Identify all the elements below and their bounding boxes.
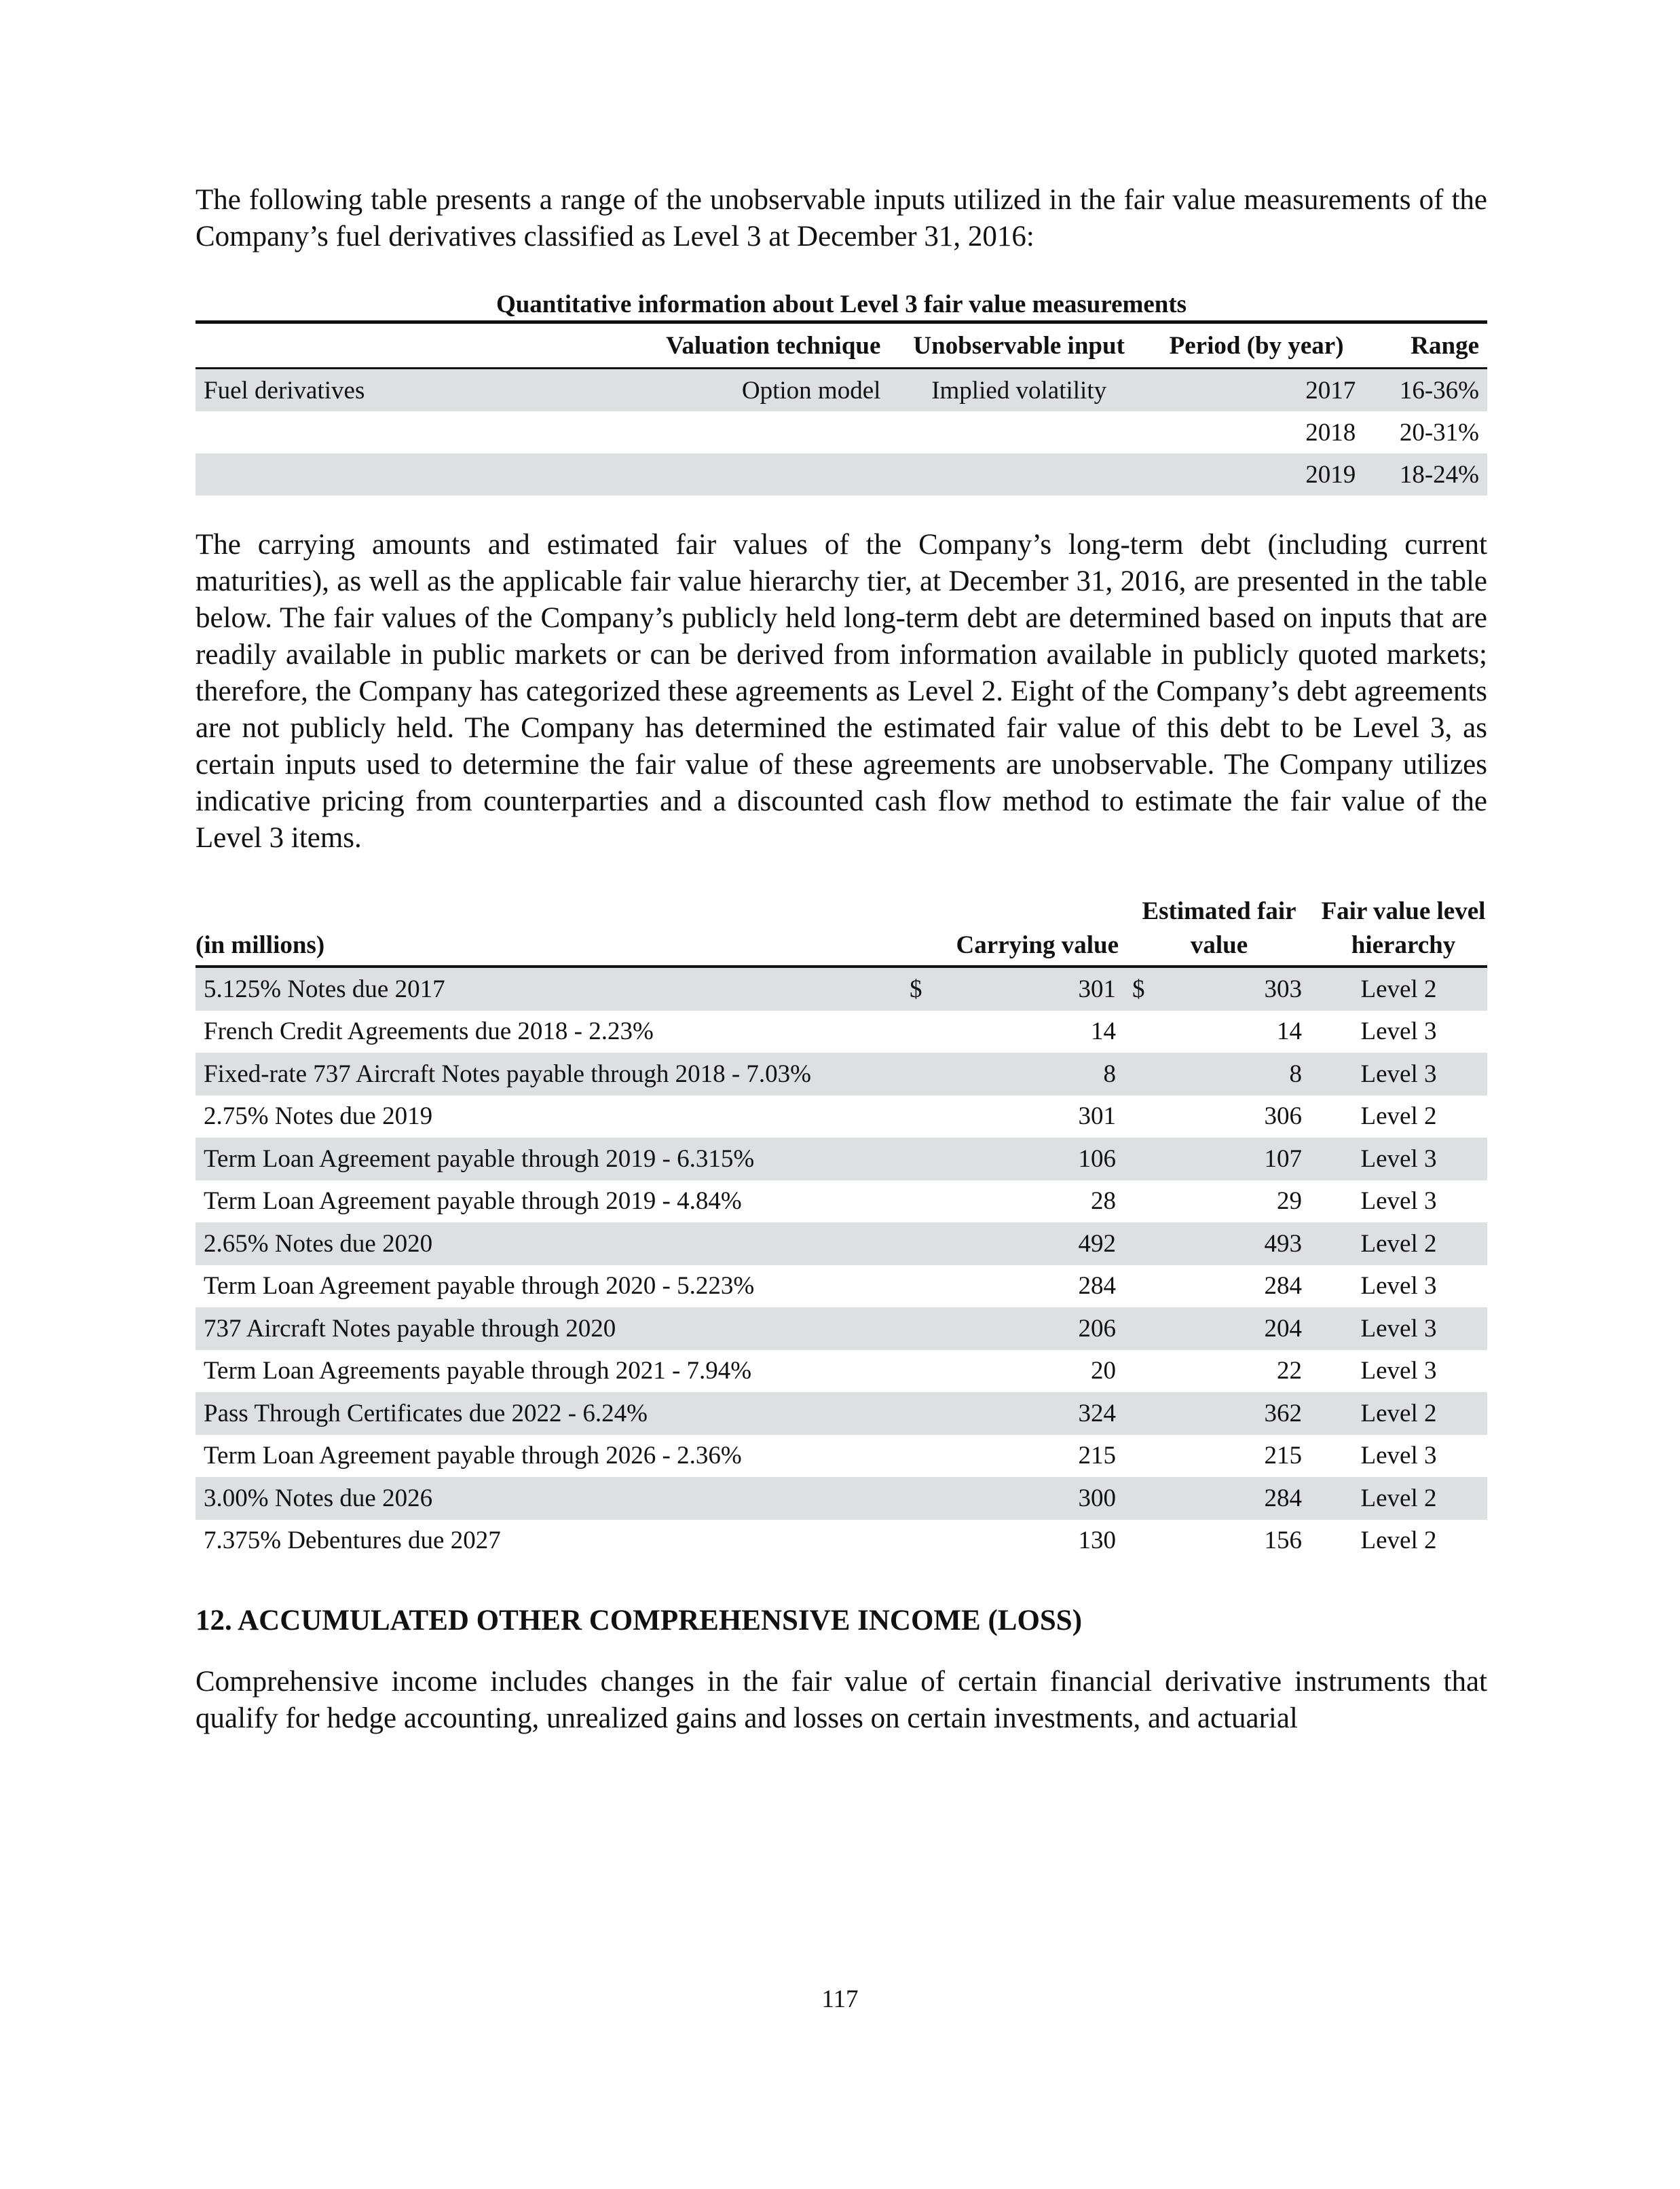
debt-name-cell: 2.65% Notes due 2020 bbox=[204, 1229, 433, 1258]
debt-name-cell: 2.75% Notes due 2019 bbox=[204, 1102, 433, 1131]
table-row bbox=[195, 1520, 1487, 1563]
hierarchy-level-cell: Level 3 bbox=[1360, 1272, 1437, 1301]
carrying-value: 28 bbox=[1091, 1187, 1116, 1216]
fair-value: 215 bbox=[1264, 1442, 1302, 1470]
debt-name-cell: Term Loan Agreement payable through 2020 - 5.223% bbox=[204, 1272, 755, 1301]
table1-cell: 20-31% bbox=[1399, 418, 1479, 447]
table1-cell: Option model bbox=[741, 376, 881, 405]
debt-name-cell: Term Loan Agreement payable through 2019 - 6.315% bbox=[204, 1144, 755, 1173]
table1-header-row bbox=[195, 322, 1487, 369]
carrying-value: 20 bbox=[1091, 1357, 1116, 1385]
table-row bbox=[195, 1307, 1487, 1350]
long-term-debt-table bbox=[195, 895, 1487, 1562]
table1-header: Period (by year) bbox=[1149, 322, 1364, 369]
carrying-value: 492 bbox=[1078, 1229, 1116, 1258]
fair-value-cell bbox=[1124, 1392, 1310, 1435]
table-row bbox=[195, 1222, 1487, 1265]
hierarchy-level-cell: Level 2 bbox=[1360, 1399, 1437, 1427]
table-row bbox=[195, 453, 1487, 495]
header-line: hierarchy bbox=[1351, 931, 1456, 959]
table1-cell: 2017 bbox=[1305, 376, 1356, 405]
table1-cell: 2019 bbox=[1305, 460, 1356, 489]
fair-value: 493 bbox=[1264, 1229, 1302, 1258]
table1-cell: Fuel derivatives bbox=[204, 376, 365, 405]
fair-value: 284 bbox=[1264, 1484, 1302, 1512]
fair-value-level-header bbox=[1310, 895, 1487, 967]
table2-header-row bbox=[195, 895, 1487, 967]
fair-value-cell bbox=[1124, 1520, 1310, 1563]
carrying-value-cell bbox=[901, 1265, 1124, 1308]
carrying-value-cell bbox=[901, 1180, 1124, 1223]
table1-header bbox=[195, 322, 521, 369]
fair-value-cell bbox=[1124, 967, 1310, 1011]
fair-value: 306 bbox=[1264, 1102, 1302, 1131]
fair-value-cell bbox=[1124, 1435, 1310, 1478]
carrying-value: 215 bbox=[1078, 1442, 1116, 1470]
table1-header: Unobservable input bbox=[889, 322, 1149, 369]
fair-value-cell bbox=[1124, 1265, 1310, 1308]
debt-paragraph: The carrying amounts and estimated fair values of the Company’s long-term debt (including current maturities), as well as the applicable fair value hierarchy tier, at December 31, 2016, are presented in the table below. The fair values of the Company’s publicly held long-term debt are determined based on inputs that are readily available in public markets or can be derived from information available in publicly quoted markets; therefore, the Company has categorized these agreements as Level 2. Eight of the Company’s debt agreements are not publicly held. The Company has determined the estimated fair value of this debt to be Level 3, as certain inputs used to determine the fair value of these agreements are unobservable. The Company utilizes indicative pricing from counterparties and a discounted cash flow method to estimate the fair value of the Level 3 items. bbox=[195, 529, 1487, 854]
table-row bbox=[195, 1477, 1487, 1520]
table-row bbox=[195, 1180, 1487, 1223]
table1-cell bbox=[889, 411, 1149, 453]
fair-value: 362 bbox=[1264, 1399, 1302, 1427]
table1-title: Quantitative information about Level 3 fair value measurements bbox=[496, 291, 1187, 318]
fair-value: 8 bbox=[1289, 1060, 1302, 1088]
carrying-value-cell bbox=[901, 1350, 1124, 1393]
carrying-value: 300 bbox=[1078, 1484, 1116, 1512]
hierarchy-level-cell: Level 2 bbox=[1360, 1102, 1437, 1131]
fair-value-cell bbox=[1124, 1307, 1310, 1350]
carrying-value: 284 bbox=[1078, 1272, 1116, 1301]
table-row bbox=[195, 411, 1487, 453]
table1-cell bbox=[195, 453, 521, 495]
table-row bbox=[195, 1435, 1487, 1478]
carrying-value: 14 bbox=[1091, 1017, 1116, 1046]
carrying-value: 301 bbox=[1078, 975, 1116, 1003]
carrying-value: 324 bbox=[1078, 1399, 1116, 1427]
debt-name-cell: Term Loan Agreements payable through 2021 - 7.94% bbox=[204, 1357, 752, 1385]
debt-name-cell: Pass Through Certificates due 2022 - 6.24% bbox=[204, 1399, 648, 1427]
table1-cell: 16-36% bbox=[1399, 376, 1479, 405]
unit-header: (in millions) bbox=[195, 895, 901, 967]
header-line: value bbox=[1190, 931, 1248, 959]
carrying-value-cell bbox=[901, 1307, 1124, 1350]
fair-value-cell bbox=[1124, 1180, 1310, 1223]
fair-value: 107 bbox=[1264, 1144, 1302, 1173]
carrying-value: 106 bbox=[1078, 1144, 1116, 1173]
hierarchy-level-cell: Level 3 bbox=[1360, 1314, 1437, 1343]
fair-value: 14 bbox=[1277, 1017, 1302, 1046]
carrying-value-cell bbox=[901, 1392, 1124, 1435]
table-row bbox=[195, 1350, 1487, 1393]
fair-value: 284 bbox=[1264, 1272, 1302, 1301]
closing-paragraph: Comprehensive income includes changes in the fair value of certain financial derivative instruments that qualify for hedge accounting, unrealized gains and losses on certain investments, and actuarial bbox=[195, 1666, 1487, 1734]
fair-value: 22 bbox=[1277, 1357, 1302, 1385]
table1-cell: Implied volatility bbox=[931, 376, 1107, 405]
carrying-value-cell bbox=[901, 1477, 1124, 1520]
debt-name-cell: 737 Aircraft Notes payable through 2020 bbox=[204, 1314, 616, 1343]
fair-value: 29 bbox=[1277, 1187, 1302, 1216]
carrying-value-cell bbox=[901, 1222, 1124, 1265]
hierarchy-level-cell: Level 2 bbox=[1360, 1229, 1437, 1258]
hierarchy-level-cell: Level 3 bbox=[1360, 1017, 1437, 1046]
currency-symbol: $ bbox=[910, 975, 922, 1003]
table-row bbox=[195, 1138, 1487, 1180]
document-page bbox=[195, 182, 1487, 1737]
intro-paragraph: The following table presents a range of the unobservable inputs utilized in the fair value measurements of the Company’s fuel derivatives classified as Level 3 at December 31, 2016: bbox=[195, 184, 1487, 252]
currency-symbol: $ bbox=[1132, 975, 1145, 1003]
fair-value-cell bbox=[1124, 1011, 1310, 1053]
table-row bbox=[195, 1011, 1487, 1053]
table1-cell: 18-24% bbox=[1399, 460, 1479, 489]
hierarchy-level-cell: Level 3 bbox=[1360, 1187, 1437, 1216]
debt-name-cell: 7.375% Debentures due 2027 bbox=[204, 1527, 501, 1555]
fair-value: 156 bbox=[1264, 1527, 1302, 1555]
carrying-value-cell bbox=[901, 1096, 1124, 1138]
table1-header: Range bbox=[1364, 322, 1487, 369]
fair-value-cell bbox=[1124, 1138, 1310, 1180]
carrying-value: 130 bbox=[1078, 1527, 1116, 1555]
fair-value-cell bbox=[1124, 1222, 1310, 1265]
carrying-value-cell bbox=[901, 1435, 1124, 1478]
debt-name-cell: Term Loan Agreement payable through 2019 - 4.84% bbox=[204, 1187, 742, 1216]
header-line: Fair value level bbox=[1321, 897, 1486, 925]
fair-value: 204 bbox=[1264, 1314, 1302, 1343]
carrying-value-cell bbox=[901, 1053, 1124, 1096]
table-row bbox=[195, 1392, 1487, 1435]
fair-value-cell bbox=[1124, 1053, 1310, 1096]
level3-inputs-table bbox=[195, 320, 1487, 495]
hierarchy-level-cell: Level 2 bbox=[1360, 1527, 1437, 1555]
header-line: Estimated fair bbox=[1142, 897, 1296, 925]
hierarchy-level-cell: Level 3 bbox=[1360, 1442, 1437, 1470]
hierarchy-level-cell: Level 2 bbox=[1360, 1484, 1437, 1512]
debt-name-cell: Fixed-rate 737 Aircraft Notes payable through 2018 - 7.03% bbox=[204, 1060, 811, 1088]
table1-cell: 2018 bbox=[1305, 418, 1356, 447]
page-number: 117 bbox=[821, 1985, 859, 2013]
fair-value-cell bbox=[1124, 1477, 1310, 1520]
table1-cell bbox=[195, 411, 521, 453]
table-row bbox=[195, 1265, 1487, 1308]
table1-cell bbox=[521, 453, 889, 495]
hierarchy-level-cell: Level 3 bbox=[1360, 1144, 1437, 1173]
carrying-value-cell bbox=[901, 1520, 1124, 1563]
carrying-value-cell bbox=[901, 1138, 1124, 1180]
debt-name-cell: 3.00% Notes due 2026 bbox=[204, 1484, 433, 1512]
table-row bbox=[195, 1096, 1487, 1138]
debt-name-cell: Term Loan Agreement payable through 2026 - 2.36% bbox=[204, 1442, 742, 1470]
table-row bbox=[195, 967, 1487, 1011]
table1-cell bbox=[521, 411, 889, 453]
fair-value-cell bbox=[1124, 1096, 1310, 1138]
table-row bbox=[195, 1053, 1487, 1096]
table-row bbox=[195, 369, 1487, 412]
carrying-value-cell bbox=[901, 1011, 1124, 1053]
hierarchy-level-cell: Level 2 bbox=[1360, 975, 1437, 1003]
carrying-value: 206 bbox=[1078, 1314, 1116, 1343]
hierarchy-level-cell: Level 3 bbox=[1360, 1060, 1437, 1088]
fair-value-cell bbox=[1124, 1350, 1310, 1393]
carrying-value-header: Carrying value bbox=[901, 895, 1124, 967]
section-heading: 12. ACCUMULATED OTHER COMPREHENSIVE INCOME (LOSS) bbox=[195, 1605, 1083, 1636]
carrying-value-cell bbox=[901, 967, 1124, 1011]
fair-value: 303 bbox=[1264, 975, 1302, 1003]
debt-name-cell: 5.125% Notes due 2017 bbox=[204, 975, 445, 1003]
hierarchy-level-cell: Level 3 bbox=[1360, 1357, 1437, 1385]
table1-header: Valuation technique bbox=[521, 322, 889, 369]
estimated-fair-value-header bbox=[1124, 895, 1310, 967]
table1-cell bbox=[889, 453, 1149, 495]
carrying-value: 8 bbox=[1103, 1060, 1116, 1088]
debt-name-cell: French Credit Agreements due 2018 - 2.23% bbox=[204, 1017, 654, 1046]
carrying-value: 301 bbox=[1078, 1102, 1116, 1131]
